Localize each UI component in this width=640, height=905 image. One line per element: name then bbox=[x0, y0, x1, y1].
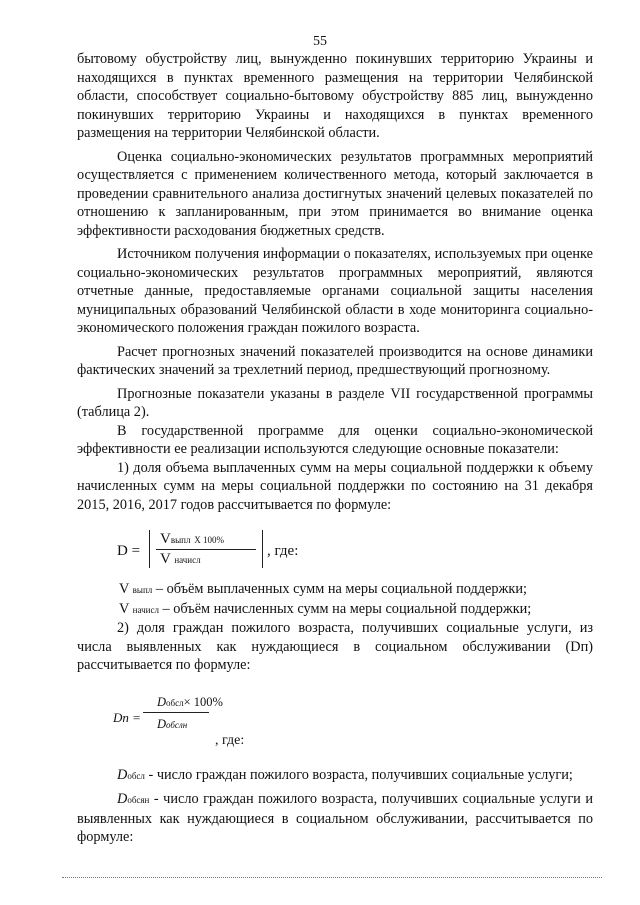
formula-tail: , где: bbox=[215, 732, 245, 748]
numerator-multiplier: Х 100% bbox=[194, 535, 224, 545]
def-symbol: V bbox=[119, 600, 130, 617]
paragraph-8: 2) доля граждан пожилого возраста, получивших социальные услуги, из числа выявленных как нуждающиеся в социальном обслуживании (Dп) рассчитывается по формуле: bbox=[77, 620, 593, 673]
document-body bbox=[77, 50, 593, 847]
scan-edge-line bbox=[62, 877, 602, 878]
paragraph-7: 1) доля объема выплаченных сумм на меры социальной поддержки к объему начисленных сумм на меры социальной поддержки по состоянию на 31 декабря 2015, 2016, 2017 годов рассчитывается по формуле: bbox=[77, 459, 593, 513]
paragraph-4: Расчет прогнозных значений показателей производится на основе динамики фактических значений за трехлетний период, предшествующий прогнозному. bbox=[77, 343, 593, 378]
def-subscript: начисл bbox=[132, 604, 159, 615]
def-text: – объём выплаченных сумм на меры социальной поддержки; bbox=[152, 581, 527, 597]
def-text: - число граждан пожилого возраста, получивших социальные услуги и выявленных как нуждающиеся в социальном обслуживании, рассчитывается по формуле: bbox=[77, 791, 593, 845]
def-symbol: D bbox=[117, 791, 128, 807]
denominator-subscript: начисл bbox=[174, 555, 201, 565]
formula-share-paid bbox=[77, 528, 593, 578]
numerator-subscript: обсл bbox=[166, 697, 184, 708]
numerator-multiplier: × 100% bbox=[183, 694, 223, 709]
paragraph-3: Источником получения информации о показателях, используемых при оценке социально-экономических результатов программных мероприятий, являются отчетные данные, предоставляемые органами социальной защиты населения муниципальных образований Челябинской области в ходе мониторинга социально-экономического положения граждан пожилого возраста. bbox=[77, 246, 593, 336]
def-symbol: D bbox=[117, 766, 128, 783]
paragraph-2: Оценка социально-экономических результатов программных мероприятий осуществляется с применением количественного метода, который заключается в проведении сравнительного анализа достигнутых значений целевых показателей по отношению к запланированным, при этом принимается во внимание оценка эффективности расходования бюджетных средств. bbox=[77, 148, 593, 239]
formula-numerator bbox=[160, 530, 224, 550]
formula-numerator bbox=[157, 693, 223, 713]
denominator-symbol: D bbox=[157, 716, 167, 731]
page-number: 55 bbox=[313, 34, 327, 49]
numerator-subscript: выпл bbox=[170, 535, 191, 545]
formula-denominator bbox=[157, 715, 187, 735]
paragraph-6: В государственной программе для оценки социально-экономической эффективности ее реализации используются следующие основные показатели: bbox=[77, 422, 593, 457]
definition-d-identified bbox=[77, 790, 593, 847]
def-subscript: выпл bbox=[132, 585, 153, 595]
numerator-symbol: D bbox=[157, 694, 167, 709]
formula-fraction bbox=[149, 530, 263, 568]
fraction-bar bbox=[143, 712, 209, 713]
def-text: - число граждан пожилого возраста, получивших социальные услуги; bbox=[144, 766, 573, 783]
formula-lhs: D = bbox=[117, 543, 141, 559]
definition-v-paid bbox=[77, 580, 593, 600]
def-text: – объём начисленных сумм на меры социальной поддержки; bbox=[158, 600, 532, 617]
formula-lhs: Dп = bbox=[113, 709, 141, 725]
definition-d-served bbox=[77, 766, 593, 786]
paragraph-5: Прогнозные показатели указаны в разделе VII государственной программы (таблица 2). bbox=[77, 385, 593, 420]
def-subscript: обсл bbox=[127, 770, 145, 781]
paragraph-1: бытовому обустройству лиц, вынужденно покинувших территорию Украины и находящихся в пунктах временного размещения на территории Челябинской области, способствует социально-бытовому обустройству 885 лиц, вынужденно покинувших территорию Украины и находящихся в пунктах временного размещения на территории Челябинской области. bbox=[77, 51, 593, 141]
def-subscript: обсян bbox=[127, 795, 150, 805]
numerator-symbol: V bbox=[160, 531, 171, 547]
formula-denominator bbox=[160, 550, 201, 570]
formula-tail: , где: bbox=[267, 543, 299, 559]
definition-v-accrued bbox=[77, 600, 593, 620]
formula-share-served bbox=[77, 689, 593, 761]
denominator-subscript: обслн bbox=[166, 719, 188, 730]
def-symbol: V bbox=[119, 581, 130, 597]
denominator-symbol: V bbox=[160, 551, 171, 567]
